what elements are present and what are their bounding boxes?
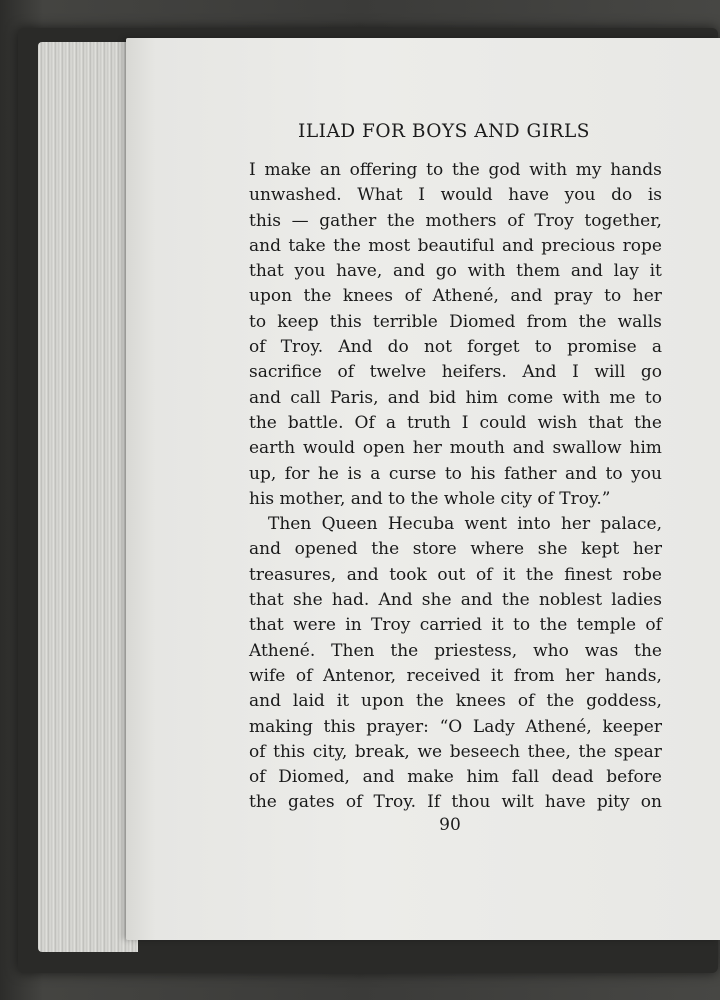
word: the xyxy=(525,564,554,585)
word: and xyxy=(362,767,395,788)
word: whole xyxy=(443,488,501,509)
word: fall xyxy=(511,767,540,788)
word: upon xyxy=(361,691,405,712)
word: city, xyxy=(312,741,348,762)
text-line xyxy=(249,588,662,613)
text-line xyxy=(249,259,662,284)
word: him xyxy=(629,438,662,459)
word: before xyxy=(606,767,662,788)
word: an xyxy=(319,160,341,180)
word: mothers xyxy=(425,210,497,231)
word: to xyxy=(388,488,411,509)
word: the xyxy=(410,488,444,509)
word: the xyxy=(501,590,530,611)
text-line xyxy=(249,209,662,234)
word: her xyxy=(412,438,442,459)
word: is xyxy=(347,463,362,484)
word: gather xyxy=(319,210,377,231)
word: twelve xyxy=(369,362,427,383)
word: temple xyxy=(576,615,637,636)
word: the xyxy=(634,412,662,433)
text-line xyxy=(249,158,662,183)
text-line xyxy=(249,790,662,815)
word: dead xyxy=(551,767,594,788)
word: mother, xyxy=(279,488,351,509)
word: opened xyxy=(294,539,358,560)
word: robe xyxy=(622,564,662,585)
word: on xyxy=(640,792,662,813)
word: noblest xyxy=(538,590,603,611)
running-head: ILIAD FOR BOYS AND GIRLS xyxy=(298,121,590,142)
word: and xyxy=(249,235,281,256)
text-line xyxy=(249,284,662,309)
word: offering xyxy=(349,160,418,180)
word: and xyxy=(393,261,425,282)
word: hands xyxy=(610,160,662,180)
word: goddess, xyxy=(586,691,662,712)
word: promise xyxy=(567,337,637,358)
body-text xyxy=(249,158,662,816)
word: of xyxy=(645,615,662,636)
word: we xyxy=(417,741,443,762)
text-line xyxy=(249,436,662,461)
word: curse xyxy=(388,463,437,484)
word: thee, xyxy=(527,741,571,762)
word: that xyxy=(588,412,624,433)
word: with xyxy=(529,160,568,180)
word: his xyxy=(470,463,496,484)
word: the xyxy=(415,691,444,712)
word: If xyxy=(427,792,441,813)
word: him xyxy=(466,767,500,788)
word: make xyxy=(264,160,312,180)
word: truth xyxy=(407,412,451,433)
word: lay xyxy=(613,261,639,282)
word: father xyxy=(504,463,557,484)
word: went xyxy=(464,514,507,535)
word: wish xyxy=(537,412,578,433)
word: Troy. xyxy=(280,337,324,358)
word: Diomed xyxy=(449,311,516,332)
word: pray xyxy=(553,286,593,307)
word: of xyxy=(249,741,266,762)
word: it xyxy=(336,691,350,712)
page-stack-edges xyxy=(38,42,138,952)
word: Then xyxy=(268,514,312,535)
word: call xyxy=(290,387,321,408)
word: the xyxy=(578,741,607,762)
word: from xyxy=(526,311,568,332)
word: she xyxy=(421,590,452,611)
page-number: 90 xyxy=(439,815,461,835)
word: go xyxy=(435,261,457,282)
word: of xyxy=(507,210,524,231)
word: bid xyxy=(428,387,457,408)
word: is xyxy=(647,185,662,206)
word: to xyxy=(513,615,531,636)
word: and xyxy=(570,261,603,282)
word: had. xyxy=(331,590,370,611)
word: pity xyxy=(596,792,630,813)
word: spear xyxy=(614,741,662,762)
word: to xyxy=(444,463,462,484)
word: the xyxy=(303,286,332,307)
word: who xyxy=(533,640,569,661)
text-line xyxy=(249,563,662,588)
word: the xyxy=(371,539,400,560)
word: the xyxy=(634,640,662,661)
word: terrible xyxy=(372,311,438,332)
word: the xyxy=(539,615,568,636)
word: received xyxy=(406,665,481,686)
word: I xyxy=(572,362,579,383)
word: — xyxy=(291,210,309,231)
word: out xyxy=(437,564,466,585)
word: prayer: xyxy=(366,716,429,737)
word: Hecuba xyxy=(387,514,455,535)
word: upon xyxy=(249,286,293,307)
word: and xyxy=(387,387,420,408)
word: finest xyxy=(564,564,613,585)
word: will xyxy=(594,362,626,383)
word: up, xyxy=(249,463,277,484)
text-line xyxy=(249,234,662,259)
word: were xyxy=(293,615,336,636)
word: make xyxy=(407,767,454,788)
word: of xyxy=(404,286,422,307)
word: to xyxy=(644,387,662,408)
word: battle. xyxy=(287,412,344,433)
word: and xyxy=(249,387,281,408)
word: have xyxy=(508,185,550,206)
text-line xyxy=(249,487,662,512)
word: city xyxy=(500,488,538,509)
word: me xyxy=(609,387,636,408)
word: of xyxy=(517,691,535,712)
word: where xyxy=(470,539,525,560)
word: it xyxy=(503,564,516,585)
word: priestess, xyxy=(434,640,518,661)
word: “O xyxy=(439,716,463,737)
word: would xyxy=(302,438,355,459)
word: palace, xyxy=(600,514,662,535)
word: Troy xyxy=(534,210,574,231)
word: and xyxy=(460,590,493,611)
text-line xyxy=(249,537,662,562)
word: them xyxy=(516,261,561,282)
word: I xyxy=(249,160,256,180)
word: of xyxy=(337,362,354,383)
text-line xyxy=(249,639,662,664)
word: Lady xyxy=(472,716,515,737)
word: the xyxy=(546,691,575,712)
word: mouth xyxy=(449,438,505,459)
word: you xyxy=(631,463,662,484)
word: Troy. xyxy=(373,792,416,813)
word: heifers. xyxy=(441,362,507,383)
word: rope xyxy=(622,235,662,256)
word: her xyxy=(632,539,662,560)
text-line xyxy=(249,765,662,790)
word: Antenor, xyxy=(323,665,396,686)
text-line xyxy=(249,715,662,740)
word: carried xyxy=(419,615,482,636)
word: knees xyxy=(455,691,506,712)
word: I xyxy=(461,412,469,433)
word: into xyxy=(517,514,551,535)
word: And xyxy=(522,362,557,383)
word: break, xyxy=(354,741,410,762)
word: What xyxy=(357,185,403,206)
text-line xyxy=(249,462,662,487)
word: the xyxy=(249,792,277,813)
word: was xyxy=(584,640,619,661)
word: a xyxy=(651,337,662,358)
word: come xyxy=(507,387,554,408)
word: and xyxy=(249,539,281,560)
word: the xyxy=(249,412,277,433)
word: go xyxy=(640,362,662,383)
word: knees xyxy=(342,286,394,307)
word: And xyxy=(378,590,413,611)
word: the xyxy=(386,210,415,231)
word: do xyxy=(387,337,409,358)
word: open xyxy=(362,438,405,459)
word: Athené, xyxy=(432,286,499,307)
word: and xyxy=(565,463,597,484)
word: together, xyxy=(584,210,662,231)
word: this xyxy=(329,311,362,332)
text-line xyxy=(249,360,662,385)
text-line xyxy=(249,411,662,436)
word: forget xyxy=(467,337,520,358)
word: Athené, xyxy=(525,716,592,737)
word: sacrifice xyxy=(249,362,322,383)
word: her xyxy=(560,514,591,535)
word: Diomed, xyxy=(278,767,350,788)
word: have xyxy=(544,792,586,813)
word: thou xyxy=(451,792,491,813)
word: it xyxy=(490,665,504,686)
word: and xyxy=(249,691,281,712)
word: and xyxy=(512,438,545,459)
word: with xyxy=(467,261,506,282)
word: a xyxy=(370,463,381,484)
word: beseech xyxy=(449,741,520,762)
word: ladies xyxy=(611,590,662,611)
word: to xyxy=(426,160,444,180)
word: And xyxy=(338,337,373,358)
word: and xyxy=(346,564,379,585)
text-line xyxy=(249,689,662,714)
word: Athené. xyxy=(249,640,316,661)
word: this xyxy=(249,210,281,231)
word: she xyxy=(292,590,323,611)
word: you xyxy=(294,261,326,282)
word: of xyxy=(249,337,266,358)
word: Then xyxy=(331,640,375,661)
word: take xyxy=(288,235,326,256)
word: and xyxy=(510,286,543,307)
word: took xyxy=(389,564,427,585)
word: to xyxy=(604,286,622,307)
word: her xyxy=(632,286,662,307)
word: for xyxy=(284,463,310,484)
word: that xyxy=(249,590,284,611)
word: and xyxy=(350,488,389,509)
word: walls xyxy=(617,311,662,332)
word: that xyxy=(249,615,284,636)
word: Troy xyxy=(371,615,411,636)
word: this xyxy=(273,741,306,762)
word: would xyxy=(440,185,493,206)
word: to xyxy=(249,311,267,332)
word: a xyxy=(385,412,396,433)
word: Of xyxy=(354,412,375,433)
word: it xyxy=(491,615,504,636)
word: making xyxy=(249,716,313,737)
word: she xyxy=(537,539,568,560)
word: his xyxy=(249,488,280,509)
word: that xyxy=(249,261,284,282)
text-line xyxy=(249,335,662,360)
word: the xyxy=(390,640,419,661)
word: store xyxy=(412,539,457,560)
word: I xyxy=(418,185,425,206)
word: keeper xyxy=(602,716,662,737)
word: god xyxy=(488,160,521,180)
word: it xyxy=(649,261,662,282)
text-line xyxy=(249,613,662,638)
word: him xyxy=(465,387,498,408)
word: swallow xyxy=(552,438,622,459)
word: and xyxy=(501,235,534,256)
word: gates xyxy=(288,792,335,813)
word: from xyxy=(513,665,555,686)
word: the xyxy=(333,235,361,256)
word: hands, xyxy=(604,665,662,686)
word: treasures, xyxy=(249,564,337,585)
word: of xyxy=(249,767,266,788)
word: Troy.” xyxy=(559,488,611,509)
word: her xyxy=(565,665,595,686)
word: wilt xyxy=(501,792,534,813)
word: this xyxy=(323,716,356,737)
word: you xyxy=(564,185,596,206)
word: he xyxy=(317,463,339,484)
word: kept xyxy=(581,539,620,560)
word: of xyxy=(475,564,493,585)
word: precious xyxy=(541,235,616,256)
word: of xyxy=(537,488,560,509)
word: unwashed. xyxy=(249,185,342,206)
word: beautiful xyxy=(417,235,495,256)
text-line xyxy=(249,183,662,208)
word: wife xyxy=(249,665,286,686)
word: the xyxy=(451,160,480,180)
word: to xyxy=(605,463,623,484)
word: laid xyxy=(292,691,325,712)
word: of xyxy=(295,665,313,686)
word: in xyxy=(345,615,362,636)
text-line xyxy=(249,512,662,537)
word: the xyxy=(578,311,607,332)
word: do xyxy=(611,185,633,206)
text-line xyxy=(249,740,662,765)
word: my xyxy=(575,160,602,180)
word: Paris, xyxy=(330,387,379,408)
word: to xyxy=(534,337,552,358)
word: have, xyxy=(336,261,383,282)
word: not xyxy=(423,337,452,358)
word: earth xyxy=(249,438,296,459)
text-line xyxy=(249,386,662,411)
word: with xyxy=(562,387,601,408)
word: most xyxy=(368,235,411,256)
word: keep xyxy=(277,311,319,332)
text-line xyxy=(249,664,662,689)
word: could xyxy=(479,412,527,433)
text-line xyxy=(249,310,662,335)
word: Queen xyxy=(321,514,378,535)
word: of xyxy=(345,792,363,813)
